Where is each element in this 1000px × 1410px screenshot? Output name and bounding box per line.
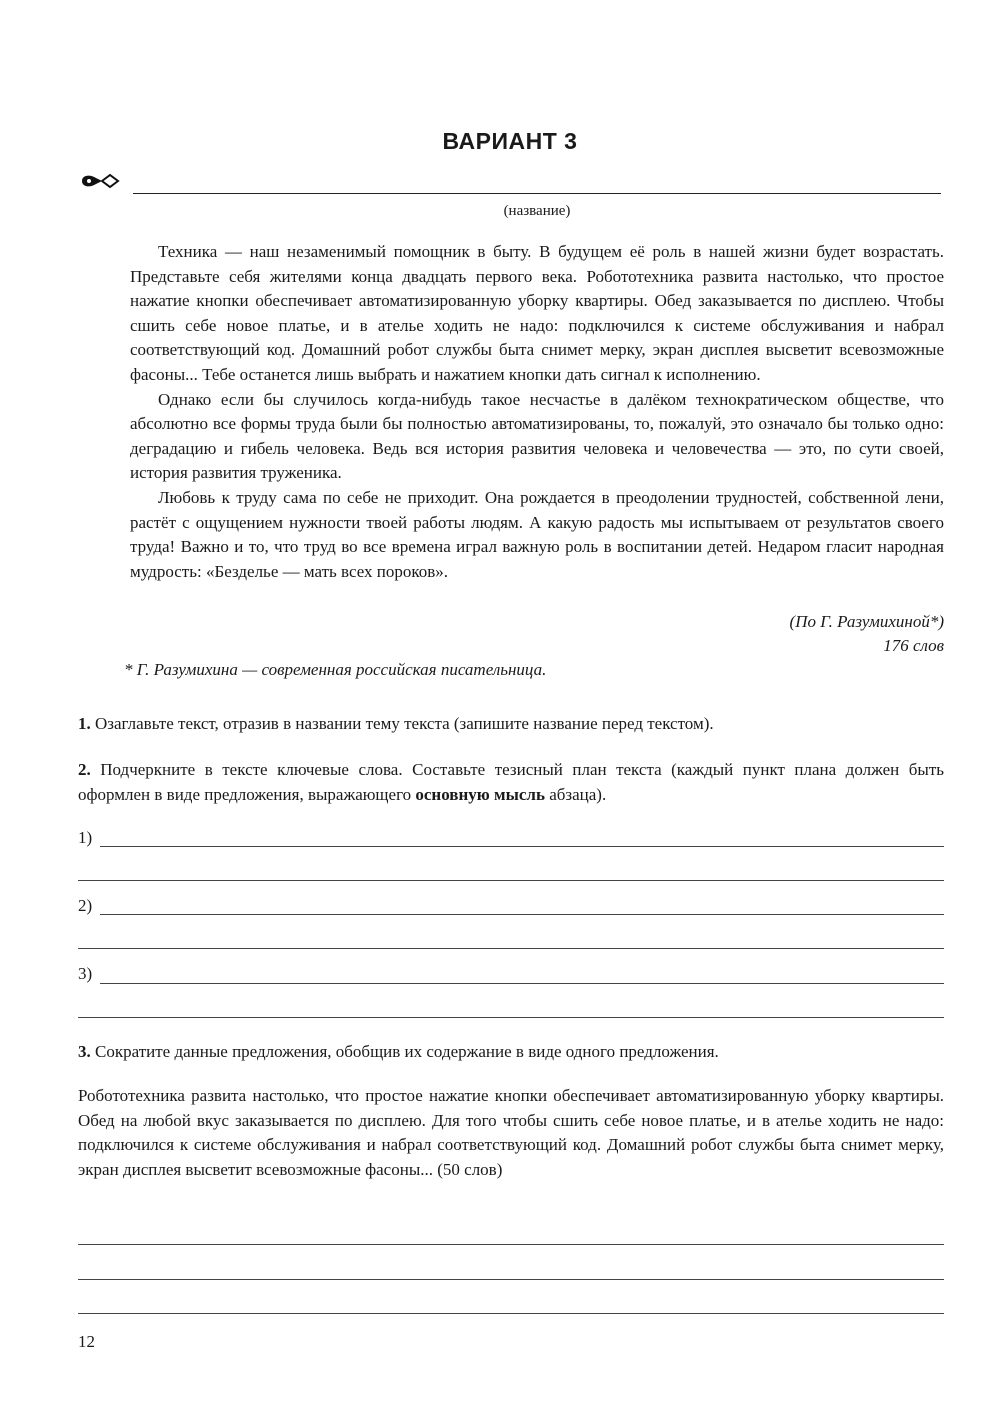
footnote: * Г. Разумихина — современная российская писательница.: [124, 660, 547, 679]
task-1-number: 1.: [78, 714, 91, 733]
text-paragraph-2: Однако если бы случилось когда-нибудь такое несчастье в далёком технократическом обществе, что абсолютно все формы труда были бы полностью автоматизированы, то, пожалуй, это означало бы только одно: деградацию и гибель человека. Ведь вся история развития человека и человечества — это, по сути своей, история развития труженика.: [130, 389, 944, 483]
task-3-number: 3.: [78, 1042, 91, 1061]
task-3-text: Сократите данные предложения, обобщив их содержание в виде одного предложения.: [95, 1042, 719, 1061]
task-2-number: 2.: [78, 760, 91, 779]
title-write-line[interactable]: [133, 193, 941, 194]
plan-label-3: 3): [78, 964, 93, 983]
task-2-text-b: абзаца).: [549, 784, 607, 804]
answer-line-1[interactable]: [78, 1244, 944, 1245]
variant-title: ВАРИАНТ 3: [442, 128, 578, 154]
plan-line-1[interactable]: [100, 846, 944, 847]
plan-line-3b[interactable]: [78, 1017, 944, 1018]
plan-line-2b[interactable]: [78, 948, 944, 949]
plan-label-2: 2): [78, 896, 93, 915]
text-source: (По Г. Разумихиной*): [789, 612, 944, 631]
pen-nib-icon: [80, 172, 120, 190]
task-3-passage: Робототехника развита настолько, что простое нажатие кнопки обеспечивает автоматизированную уборку квартиры. Обед на любой вкус заказывается по дисплею. Для того чтобы сшить себе новое платье, и в ателье ходить не надо: подключился к системе обслуживания и набрал соответствующий код. Домашний робот службы быта снимет мерку, экран дисплея высветит всевозможные фасоны... (50 слов): [78, 1086, 944, 1179]
answer-line-3[interactable]: [78, 1313, 944, 1314]
task-1-text: Озаглавьте текст, отразив в названии тему текста (запишите название перед текстом).: [95, 714, 714, 733]
task-3: [78, 1040, 944, 1065]
page-number: 12: [78, 1332, 95, 1351]
plan-line-3[interactable]: [100, 983, 944, 984]
answer-line-2[interactable]: [78, 1279, 944, 1280]
task-2: [78, 758, 944, 807]
task-2-text-a: Подчеркните в тексте ключевые слова. Составьте тезисный план текста (каждый пункт плана должен быть оформлен в виде предложения, выражающего: [78, 760, 945, 804]
plan-label-1: 1): [78, 828, 93, 847]
task-1: [78, 712, 944, 737]
main-text: [130, 240, 944, 584]
task-2-bold: основную мысль: [415, 784, 545, 804]
word-count: 176 слов: [883, 636, 944, 655]
text-paragraph-1: Техника — наш незаменимый помощник в быту. В будущем её роль в нашей жизни будет возрастать. Представьте себя жителями конца двадцать первого века. Робототехника развита настолько, что простое нажатие кнопки обеспечивает автоматизированную уборку квартиры. Обед заказывается по дисплею. Чтобы сшить себе новое платье, и в ателье ходить не надо: подключился к системе обслуживания и набрал соответствующий код. Домашний робот службы быта снимет мерку, экран дисплея высветит всевозможные фасоны... Тебе останется лишь выбрать и нажатием кнопки дать сигнал к исполнению.: [130, 242, 944, 384]
plan-line-2[interactable]: [100, 914, 944, 915]
title-caption: (название): [503, 203, 571, 219]
plan-line-1b[interactable]: [78, 880, 944, 881]
text-paragraph-3: Любовь к труду сама по себе не приходит. Она рождается в преодолении трудностей, собственной лени, растёт с ощущением нужности твоей работы людям. А какую радость мы испытываем от результатов своего труда! Важно и то, что труд во все времена играл важную роль в воспитании детей. Недаром гласит народная мудрость: «Безделье — мать всех пороков».: [130, 487, 944, 581]
